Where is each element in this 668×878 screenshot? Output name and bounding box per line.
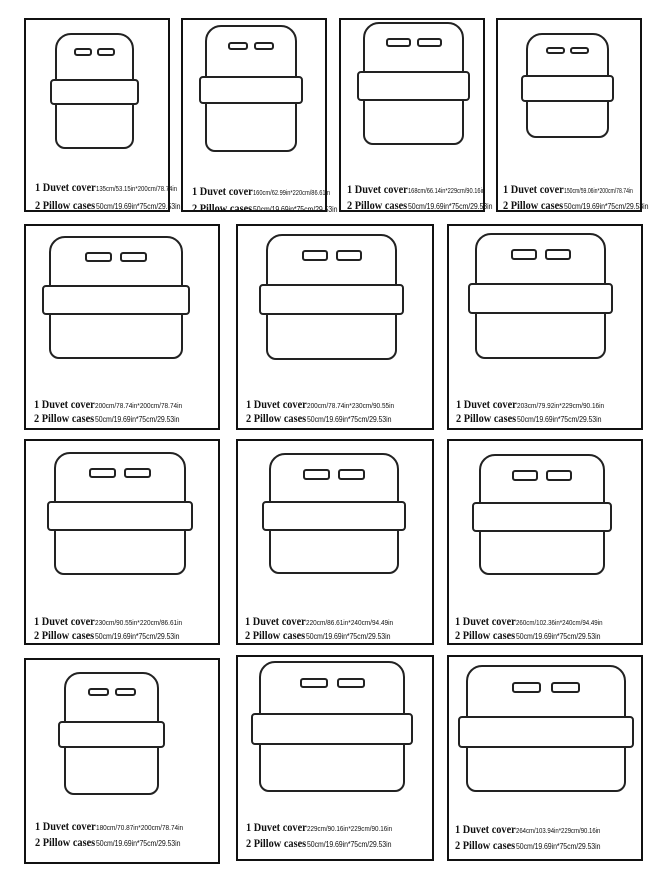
pillow-icon — [336, 250, 362, 261]
duvet-cover-line — [347, 181, 509, 197]
duvet-cover-size: 229cm/90.16in*229cm/90.16in — [306, 824, 392, 833]
duvet-cover-label: 1 Duvet cover — [246, 397, 307, 411]
bedding-size-card-size-168x229 — [339, 18, 493, 212]
bedding-size-card-size-203x229 — [447, 224, 643, 430]
pillow-icon — [512, 682, 541, 693]
pillow-icon — [338, 469, 365, 480]
pillow-cases-line — [192, 200, 356, 216]
bedding-size-card-size-150x200 — [496, 18, 649, 212]
pillow-icon — [254, 42, 274, 50]
pillow-cases-size: 50cm/19.69in*75cm/29.53in — [253, 204, 338, 214]
duvet-cover-label: 1 Duvet cover — [34, 397, 95, 411]
duvet-cover-label: 1 Duvet cover — [503, 182, 564, 196]
duvet-cover-size: 200cm/78.74in*230cm/90.55in — [306, 401, 394, 410]
pillow-cases-size: 50cm/19.69in*75cm/29.53in — [408, 201, 493, 211]
pillow-cases-size: 50cm/19.69in*75cm/29.53in — [564, 201, 649, 211]
pillow-cases-label: 2 Pillow cases — [456, 411, 517, 425]
pillow-cases-size: 50cm/19.69in*75cm/29.53in — [307, 839, 392, 849]
duvet-fold-icon — [472, 502, 612, 532]
duvet-cover-label: 1 Duvet cover — [456, 397, 517, 411]
duvet-cover-size: 160cm/62.99in*220cm/86.61in — [252, 188, 330, 197]
pillow-cases-line — [246, 835, 410, 851]
pillow-cases-size: 50cm/19.69in*75cm/29.53in — [96, 838, 181, 848]
duvet-fold-icon — [199, 76, 303, 104]
pillow-cases-line — [35, 197, 199, 213]
pillow-icon — [386, 38, 411, 47]
duvet-fold-icon — [47, 501, 193, 531]
duvet-cover-size: 135cm/53.15in*200cm/78.74in — [95, 184, 177, 193]
duvet-cover-label: 1 Duvet cover — [245, 614, 306, 628]
pillow-cases-size: 50cm/19.69in*75cm/29.53in — [95, 631, 180, 641]
bedding-size-card-size-230x220 — [24, 439, 220, 645]
pillow-cases-label: 2 Pillow cases — [246, 836, 307, 850]
duvet-fold-icon — [251, 713, 413, 745]
pillow-icon — [546, 47, 565, 54]
bedding-size-card-size-135x200 — [24, 18, 181, 212]
pillow-icon — [546, 470, 572, 481]
pillow-icon — [85, 252, 112, 262]
duvet-fold-icon — [521, 75, 614, 102]
duvet-cover-size: 260cm/102.36in*240cm/94.49in — [515, 618, 603, 627]
pillow-icon — [302, 250, 328, 261]
duvet-cover-size: 180cm/70.87in*200cm/78.74in — [95, 823, 183, 832]
duvet-cover-label: 1 Duvet cover — [455, 614, 516, 628]
pillow-cases-size: 50cm/19.69in*75cm/29.53in — [95, 414, 180, 424]
duvet-cover-label: 1 Duvet cover — [246, 820, 307, 834]
duvet-cover-size: 200cm/78.74in*200cm/78.74in — [94, 401, 182, 410]
duvet-fold-icon — [468, 283, 613, 314]
bedding-size-card-size-200x200 — [24, 224, 220, 430]
pillow-cases-line — [347, 197, 511, 213]
pillow-icon — [97, 48, 115, 56]
duvet-cover-label: 1 Duvet cover — [192, 184, 253, 198]
pillow-cases-label: 2 Pillow cases — [192, 201, 253, 215]
bedding-size-card-size-264x229 — [447, 655, 643, 861]
duvet-cover-size: 220cm/86.61in*240cm/94.49in — [305, 618, 393, 627]
duvet-fold-icon — [357, 71, 470, 101]
pillow-icon — [88, 688, 109, 696]
pillow-cases-label: 2 Pillow cases — [246, 411, 307, 425]
pillow-cases-size: 50cm/19.69in*75cm/29.53in — [307, 414, 392, 424]
duvet-cover-line — [192, 183, 354, 199]
pillow-cases-line — [455, 627, 619, 643]
duvet-cover-label: 1 Duvet cover — [347, 182, 408, 196]
pillow-cases-line — [456, 410, 620, 426]
pillow-cases-line — [35, 834, 199, 850]
pillow-icon — [89, 468, 116, 478]
pillow-icon — [337, 678, 365, 688]
duvet-fold-icon — [458, 716, 634, 748]
pillow-icon — [124, 468, 151, 478]
pillow-cases-line — [34, 627, 198, 643]
pillow-cases-size: 50cm/19.69in*75cm/29.53in — [516, 631, 601, 641]
pillow-cases-label: 2 Pillow cases — [34, 411, 95, 425]
duvet-cover-size: 203cm/79.92in*229cm/90.16in — [516, 401, 604, 410]
pillow-icon — [417, 38, 442, 47]
duvet-cover-size: 168cm/66.14in*229cm/90.16in — [407, 186, 485, 195]
pillow-icon — [551, 682, 580, 693]
duvet-cover-line — [35, 818, 197, 834]
duvet-cover-label: 1 Duvet cover — [35, 819, 96, 833]
pillow-cases-label: 2 Pillow cases — [245, 628, 306, 642]
duvet-cover-label: 1 Duvet cover — [34, 614, 95, 628]
pillow-cases-size: 50cm/19.69in*75cm/29.53in — [517, 414, 602, 424]
duvet-cover-size: 230cm/90.55in*220cm/86.61in — [94, 618, 182, 627]
pillow-cases-label: 2 Pillow cases — [34, 628, 95, 642]
pillow-cases-label: 2 Pillow cases — [347, 198, 408, 212]
pillow-cases-size: 50cm/19.69in*75cm/29.53in — [516, 841, 601, 851]
pillow-cases-line — [503, 197, 667, 213]
pillow-cases-label: 2 Pillow cases — [455, 838, 516, 852]
pillow-cases-line — [245, 627, 409, 643]
duvet-cover-line — [35, 179, 197, 195]
pillow-icon — [570, 47, 589, 54]
pillow-cases-line — [246, 410, 410, 426]
duvet-fold-icon — [42, 285, 190, 315]
pillow-icon — [511, 249, 537, 260]
duvet-fold-icon — [50, 79, 139, 105]
bedding-size-card-size-200x230 — [236, 224, 434, 430]
bedding-size-card-size-260x240 — [447, 439, 643, 645]
pillow-cases-label: 2 Pillow cases — [455, 628, 516, 642]
duvet-cover-line — [246, 819, 408, 835]
duvet-fold-icon — [58, 721, 165, 748]
pillow-icon — [228, 42, 248, 50]
pillow-icon — [512, 470, 538, 481]
pillow-cases-size: 50cm/19.69in*75cm/29.53in — [96, 201, 181, 211]
duvet-cover-label: 1 Duvet cover — [35, 180, 96, 194]
duvet-cover-label: 1 Duvet cover — [455, 822, 516, 836]
pillow-icon — [300, 678, 328, 688]
duvet-fold-icon — [262, 501, 406, 531]
bedding-size-card-size-180x200 — [24, 658, 220, 864]
pillow-icon — [74, 48, 92, 56]
bedding-size-card-size-220x240 — [236, 439, 434, 645]
duvet-cover-line — [503, 181, 665, 197]
duvet-fold-icon — [259, 284, 404, 315]
pillow-icon — [115, 688, 136, 696]
bedding-size-card-size-160x220 — [181, 18, 338, 215]
pillow-icon — [303, 469, 330, 480]
duvet-cover-size: 150cm/59.06in*200cm/78.74in — [563, 186, 633, 195]
pillow-cases-label: 2 Pillow cases — [35, 198, 96, 212]
pillow-cases-label: 2 Pillow cases — [35, 835, 96, 849]
pillow-icon — [545, 249, 571, 260]
pillow-cases-line — [455, 837, 619, 853]
pillow-cases-size: 50cm/19.69in*75cm/29.53in — [306, 631, 391, 641]
duvet-cover-line — [455, 821, 621, 837]
pillow-cases-label: 2 Pillow cases — [503, 198, 564, 212]
bedding-size-card-size-229x229 — [236, 655, 434, 861]
pillow-icon — [120, 252, 147, 262]
duvet-cover-size: 264cm/103.94in*229cm/90.16in — [515, 826, 601, 835]
pillow-cases-line — [34, 410, 198, 426]
